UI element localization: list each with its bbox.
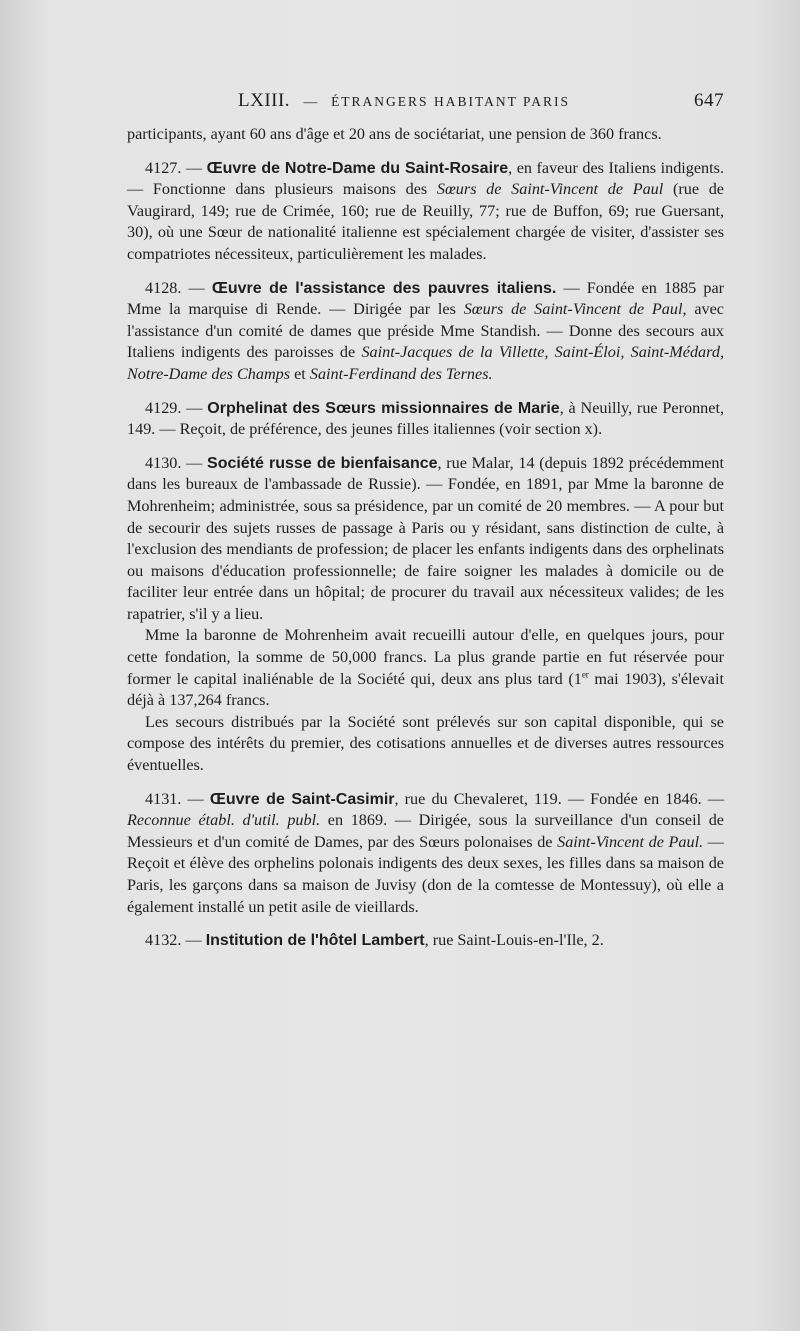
entry-4129 (127, 398, 724, 441)
entry-text: Mme la baronne de Mohrenheim avait recueilli autour d'elle, en quelques jours, pour cette fondation, la somme de 50,000 francs. La plus grande partie en fut réservée pour former le capital inaliénable de la Société qui, deux ans plus tard (1 (127, 626, 724, 688)
entry-text: — Fondée en 1885 par Mme la marquise di Rende. — Dirigée par les (127, 278, 725, 319)
entry-number: 4132. — (145, 931, 202, 950)
entry-4130-paragraph-3: Les secours distribués par la Société sont prélevés sur son capital disponible, qui se compose des intérêts du premier, des cotisations annuelles et de diverses autres ressources éventuelles. (127, 712, 724, 775)
entry-text: , rue Saint-Louis-en-l'Ile, 2. (424, 931, 604, 950)
entry-italic: Reconnue établ. d'util. publ. (127, 811, 321, 830)
entry-italic: Saint-Jacques de la Villette, Saint-Éloi, Saint-Médard, Notre-Dame des Champs (127, 343, 724, 383)
entry-number: 4127. — (145, 158, 203, 177)
entry-italic: Sœurs de Saint-Vincent de Paul, (463, 300, 687, 319)
entry-text: avec l'assistance d'un comité de dames que préside Mme Standish. — Donne des secours aux Italiens indigents des paroisses de (127, 300, 724, 362)
entry-4130 (127, 453, 724, 626)
entry-number: 4128. — (145, 278, 205, 297)
entry-name: Orphelinat des Sœurs missionnaires de Marie (207, 399, 560, 417)
chapter-title: ÉTRANGERS HABITANT PARIS (331, 94, 571, 109)
running-header (238, 90, 724, 118)
header-chapter-block (238, 90, 570, 112)
entry-name: Œuvre de Notre-Dame du Saint-Rosaire (206, 159, 509, 177)
entry-text: , en faveur des Italiens indigents. — Fonctionne dans plusieurs maisons des (127, 158, 724, 199)
entry-number: 4131. — (145, 789, 204, 808)
entry-4127 (127, 158, 724, 266)
chapter-number: LXIII. (238, 90, 291, 111)
entry-italic: Saint-Vincent de Paul. (557, 832, 704, 851)
entry-name: Œuvre de l'assistance des pauvres italiens. (211, 279, 557, 297)
entry-text: en 1869. — Dirigée, sous la surveillance d'un conseil de Messieurs et d'un comité de Dames, par des Sœurs polonaises de (127, 811, 724, 851)
entry-4128 (127, 278, 724, 386)
superscript: er (581, 669, 589, 680)
entry-italic: Sœurs de Saint-Vincent de Paul (436, 180, 664, 199)
entry-number: 4129. — (145, 398, 203, 417)
entry-4131 (127, 789, 724, 919)
entry-text: , rue du Chevaleret, 119. — Fondée en 1846. — (394, 789, 725, 808)
entry-text: — Reçoit et élève des orphelins polonais indigents des deux sexes, les filles dans sa maison de Paris, les garçons dans sa maison de Juvisy (don de la comtesse de Montessuy), où elle a également installé un petit asile de vieillards. (127, 832, 724, 916)
entry-text: et (290, 364, 310, 383)
entry-text: , à Neuilly, rue Peronnet, 149. — Reçoit, de préférence, des jeunes filles italiennes (voir section x). (127, 398, 725, 439)
header-separator: — (303, 95, 318, 110)
entry-name: Œuvre de Saint-Casimir (209, 790, 395, 808)
entry-4132 (127, 930, 724, 952)
entry-text: , rue Malar, 14 (depuis 1892 précédemment dans les bureaux de l'ambassade de Russie). — Fondée, en 1891, par Mme la baronne de Mohrenheim; administrée, sous sa présidence, par un comité de 20 membres. — A pour but de secourir des sujets russes de passage à Paris ou y résidant, sans distinction de culte, à l'exclusion des mendiants de profession; de placer les enfants indigents dans des orphelinats ou maisons d'éducation professionnelle; de faire soigner les malades à domicile ou de faciliter leur entrée dans un hôpital; de procurer du travail aux nécessiteux valides; de les rapatrier, s'il y a lieu. (127, 453, 724, 623)
entry-name: Institution de l'hôtel Lambert (205, 932, 425, 950)
page-body (127, 124, 724, 952)
entry-text: (rue de Vaugirard, 149; rue de Crimée, 160; rue de Reuilly, 77; rue de Buffon, 69; rue Guersant, 30), où une Sœur de nationalité italienne est spécialement chargée de visiter, d'assister ses compatriotes nécessiteux, particulièrement les malades. (127, 180, 724, 263)
entry-text: mai 1903), s'élevait déjà à 137,264 francs. (127, 669, 724, 710)
entry-number: 4130. — (145, 453, 203, 472)
continuation-paragraph: participants, ayant 60 ans d'âge et 20 ans de sociétariat, une pension de 360 francs. (127, 125, 662, 143)
entry-4130-paragraph-2 (127, 625, 724, 711)
entry-name: Société russe de bienfaisance (207, 454, 438, 472)
page-number: 647 (694, 90, 724, 111)
entry-italic: Saint-Ferdinand des Ternes. (309, 364, 493, 383)
